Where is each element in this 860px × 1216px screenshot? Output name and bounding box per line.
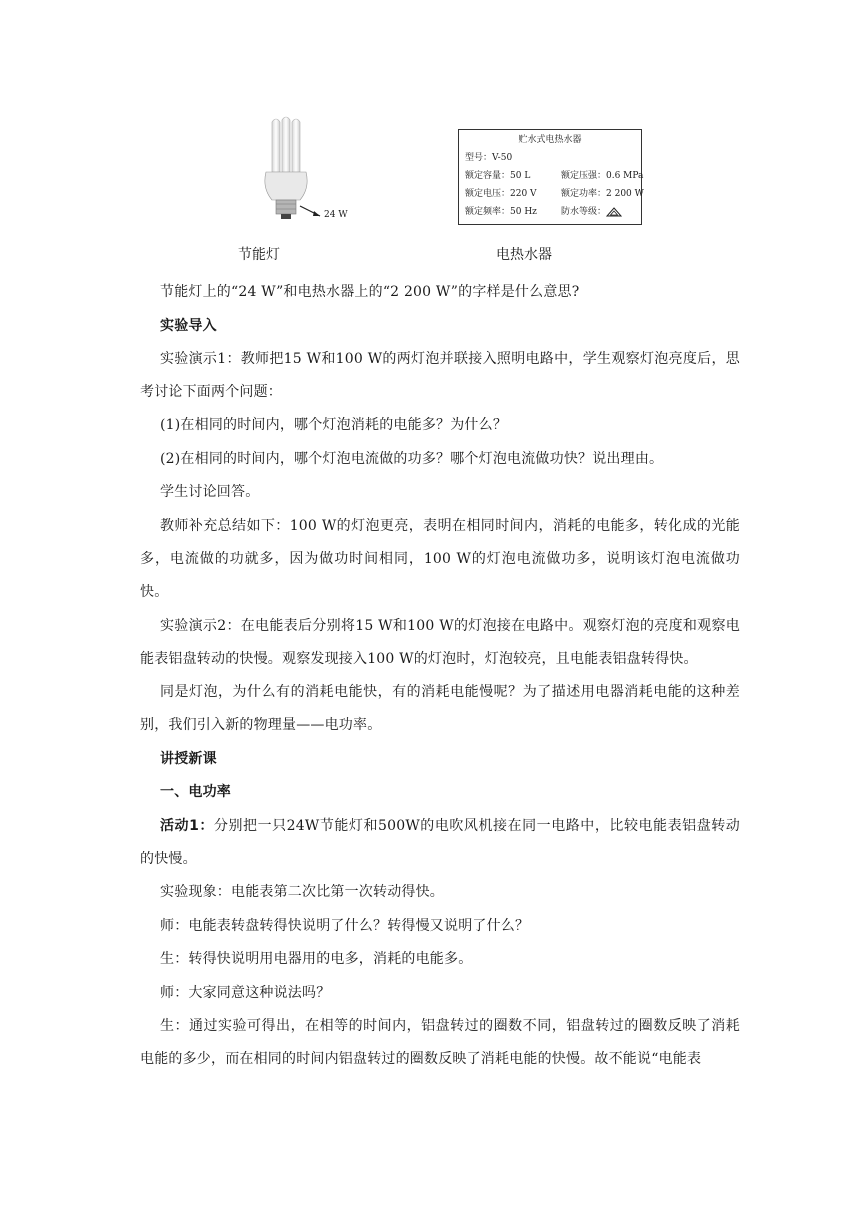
activity-1-text: 分别把一只24W节能灯和500W的电吹风机接在同一电路中，比较电能表铝盘转动的快慢。: [140, 818, 740, 867]
heater-title: 贮水式电热水器: [518, 135, 582, 145]
activity-1-lead: 活动1：: [160, 818, 214, 834]
heater-frequency: 额定频率：50 Hz: [465, 207, 537, 217]
heater-caption: 电热水器: [496, 247, 552, 263]
paragraph-why: 同是灯泡，为什么有的消耗电能快，有的消耗电能慢呢？为了描述用电器消耗电能的这种差别，我们引入新的物理量——电功率。: [140, 684, 740, 733]
heading-new-lesson: 讲授新课: [160, 751, 217, 767]
paragraph-demo-2: 实验演示2：在电能表后分别将15 W和100 W的灯泡接在电路中。观察灯泡的亮度和观察电能表铝盘转动的快慢。观察发现接入100 W的灯泡时，灯泡较亮，且电能表铝盘转得快。: [140, 618, 740, 667]
paragraph-phenomenon: 实验现象：电能表第二次比第一次转动得快。: [160, 884, 444, 900]
paragraph-activity-1: [140, 810, 740, 876]
lamp-caption: 节能灯: [238, 247, 280, 263]
paragraph-student-a: 生：转得快说明用电器用的电多，消耗的电能多。: [160, 951, 473, 967]
paragraph-summary: 教师补充总结如下：100 W的灯泡更亮，表明在相同时间内，消耗的电能多，转化成的光能多，电流做的功就多，因为做功时间相同，100 W的灯泡电流做功多，说明该灯泡电流做功快。: [140, 518, 740, 600]
heading-experiment-intro: 实验导入: [160, 318, 217, 334]
heater-power: 额定功率：2 200 W: [561, 189, 644, 199]
waterproof-triangle-icon: [606, 207, 622, 217]
heater-capacity: 额定容量：50 L: [465, 171, 531, 181]
paragraph-demo-1: 实验演示1：教师把15 W和100 W的两灯泡并联接入照明电路中，学生观察灯泡亮度后，思考讨论下面两个问题：: [140, 351, 740, 400]
paragraph-q1: (1)在相同的时间内，哪个灯泡消耗的电能多？为什么？: [160, 417, 508, 433]
paragraph-teacher-q2: 师：大家同意这种说法吗？: [160, 985, 331, 1001]
lamp-power-label: 24 W: [324, 210, 348, 220]
heater-waterproof: 防水等级：: [561, 207, 607, 217]
paragraph-teacher-q: 师：电能表转盘转得快说明了什么？转得慢又说明了什么？: [160, 918, 530, 934]
heading-electric-power: 一、电功率: [160, 784, 231, 800]
heater-nameplate: [458, 129, 642, 225]
paragraph-discuss: 学生讨论回答。: [160, 484, 260, 500]
paragraph-q2: (2)在相同的时间内，哪个灯泡电流做的功多？哪个灯泡电流做功快？说出理由。: [160, 451, 664, 467]
heater-model: 型号：V-50: [465, 153, 513, 163]
paragraph-question: 节能灯上的“24 W”和电热水器上的“2 200 W”的字样是什么意思?: [160, 284, 580, 300]
energy-saving-lamp-image: [262, 114, 352, 224]
heater-voltage: 额定电压：220 V: [465, 189, 537, 199]
heater-pressure: 额定压强：0.6 MPa: [561, 171, 644, 181]
paragraph-student-a2: 生：通过实验可得出，在相等的时间内，铝盘转过的圈数不同，铝盘转过的圈数反映了消耗电能的多少，而在相同的时间内铝盘转过的圈数反映了消耗电能的快慢。故不能说“电能表: [140, 1018, 740, 1067]
